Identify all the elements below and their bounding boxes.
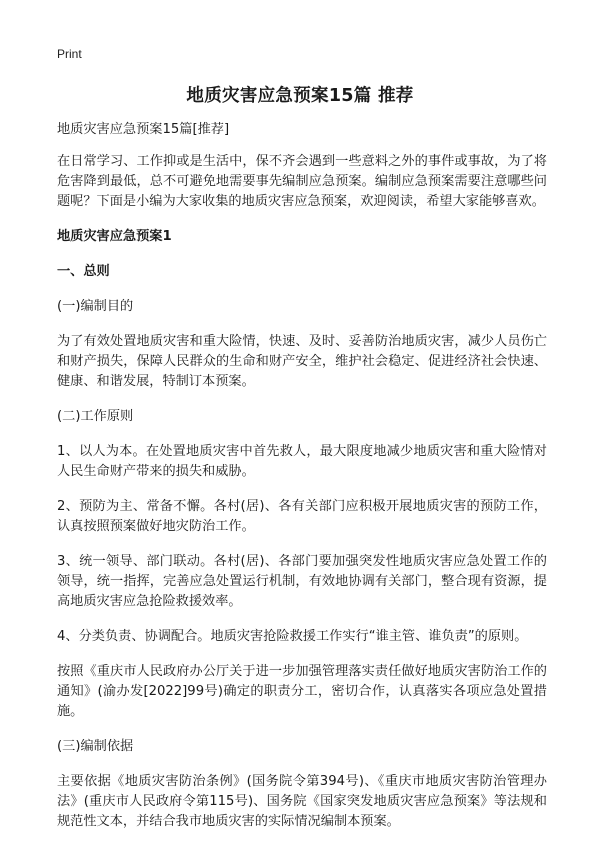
purpose-paragraph: 为了有效处置地质灾害和重大险情，快速、及时、妥善防治地质灾害，减少人员伤亡和财产损失，保障人民群众的生命和财产安全，维护社会稳定、促进经济社会快速、健康、和谐发展，特制订本预案。 (57, 334, 547, 389)
section-title: 地质灾害应急预案1 (57, 229, 172, 244)
print-link[interactable]: Print (57, 47, 82, 61)
intro-paragraph: 在日常学习、工作抑或是生活中，保不齐会遇到一些意料之外的事件或事故，为了将危害降到最低，总不可避免地需要事先编制应急预案。编制应急预案需要注意哪些问题呢？下面是小编为大家收集的地质灾害应急预案，欢迎阅读，希望大家能够喜欢。 (57, 154, 547, 209)
subsection-basis: (三)编制依据 (57, 739, 134, 754)
subsection-principles: (二)工作原则 (57, 409, 134, 424)
notice-paragraph: 按照《重庆市人民政府办公厅关于进一步加强管理落实责任做好地质灾害防治工作的通知》(渝办发[2022]99号)确定的职责分工，密切合作，认真落实各项应急处置措施。 (57, 664, 547, 719)
subsection-purpose: (一)编制目的 (57, 299, 134, 314)
basis-paragraph: 主要依据《地质灾害防治条例》(国务院令第394号)、《重庆市地质灾害防治管理办法》(重庆市人民政府令第115号)、国务院《国家突发地质灾害应急预案》等法规和规范性文本，并结合我市地质灾害的实际情况编制本预案。 (57, 774, 547, 829)
document-subtitle: 地质灾害应急预案15篇[推荐] (57, 122, 230, 137)
principle-item: 3、统一领导、部门联动。各村(居)、各部门要加强突发性地质灾害应急处置工作的领导，统一指挥，完善应急处置运行机制，有效地协调有关部门，整合现有资源，提高地质灾害应急抢险救援效率。 (57, 554, 547, 609)
principle-item: 1、以人为本。在处置地质灾害中首先救人，最大限度地减少地质灾害和重大险情对人民生命财产带来的损失和威胁。 (57, 444, 547, 479)
principle-item: 2、预防为主、常备不懈。各村(居)、各有关部门应积极开展地质灾害的预防工作，认真按照预案做好地灾防治工作。 (57, 499, 547, 534)
document-body (57, 120, 547, 847)
principle-item: 4、分类负责、协调配合。地质灾害抢险救援工作实行“谁主管、谁负责”的原则。 (57, 629, 528, 644)
chapter-heading: 一、总则 (57, 264, 110, 279)
page-title: 地质灾害应急预案15篇 推荐 (186, 86, 414, 106)
